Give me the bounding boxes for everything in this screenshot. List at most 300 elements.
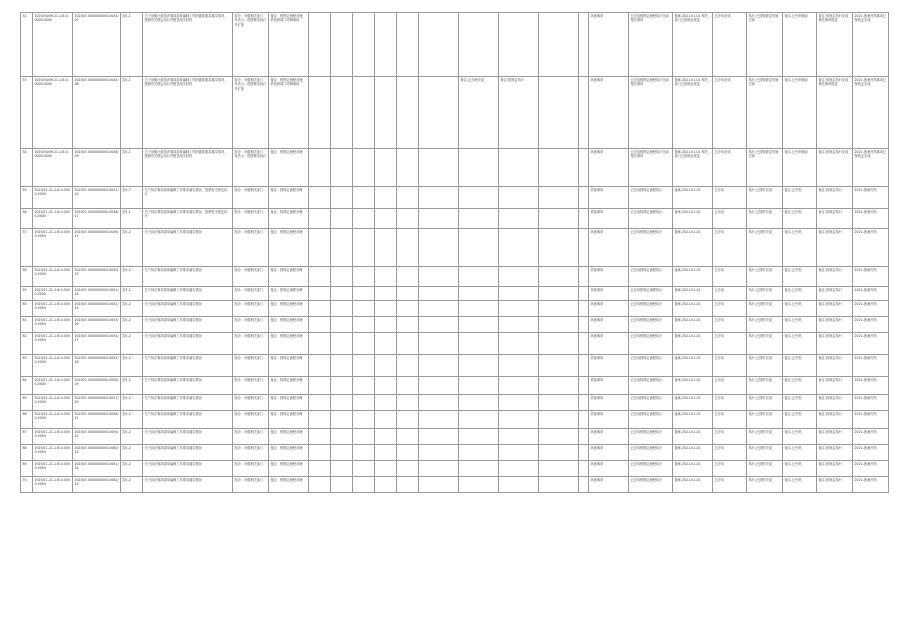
table-cell-no: 62 <box>21 333 33 355</box>
table-cell-r7: 备注-按规定执行 <box>817 333 853 355</box>
table-cell-dept: 经1.2 <box>121 395 143 411</box>
table-cell-e5 <box>579 411 589 429</box>
table-cell-r7: 备注-按规定执行完成相关事项报送 <box>817 13 853 77</box>
table-cell-r3: 备案-2021-01-01 <box>673 395 713 411</box>
table-cell-m1 <box>309 149 331 187</box>
table-cell-r4: 已办结 <box>713 317 747 333</box>
table-cell-m3 <box>353 355 375 377</box>
table-cell-c7: 备注：按规定流程办理 <box>269 149 309 187</box>
table-cell-c7: 备注：按规定流程办理 <box>269 229 309 267</box>
table-cell-e5 <box>579 377 589 395</box>
table-cell-r7: 备注-按规定执行 <box>817 355 853 377</box>
table-cell-e1 <box>375 411 397 429</box>
table-cell-no: 57 <box>21 229 33 267</box>
table-cell-c6: 经办：市级相关部门 <box>233 429 269 445</box>
table-cell-m5 <box>499 445 539 461</box>
table-cell-code: 202007-0000000000-0050/13 <box>73 267 121 287</box>
table-cell-m5 <box>499 355 539 377</box>
table-cell-e1 <box>375 317 397 333</box>
table-cell-e1 <box>375 229 397 267</box>
table-cell-r8: 2021-备案归档 <box>853 187 889 209</box>
table-cell-no: 65 <box>21 395 33 411</box>
table-cell-r2: 已办结按规定流程执行完成相关事项 <box>629 77 673 149</box>
table-cell-m1 <box>309 355 331 377</box>
table-cell-code: 202007-0000000000-0054/17 <box>73 333 121 355</box>
table-cell-desc: 关于执法事项清单编制工作要求落实情况 <box>143 377 233 395</box>
table-cell-desc: 关于省级行政执法事项清单编制工作的通知要求落实情况，按照有关规定执行并报送相关材料 <box>143 77 233 149</box>
table-cell-r7: 备注-按规定执行 <box>817 187 853 209</box>
table-cell-e3 <box>419 461 459 477</box>
table-cell-e3 <box>419 355 459 377</box>
table-cell-e5 <box>579 13 589 77</box>
table-cell-id: 2020/11-21-1-6-0-0000-0000 <box>33 461 73 477</box>
table-cell-c6: 经办：市级相关部门 <box>233 229 269 267</box>
table-cell-m2 <box>331 301 353 317</box>
table-row <box>21 317 889 333</box>
table-cell-m4 <box>459 287 499 301</box>
table-cell-r8: 2021-备案归档事项已按规定完成 <box>853 77 889 149</box>
table-cell-e2 <box>397 477 419 493</box>
table-cell-r1: 其他事项 <box>589 149 629 187</box>
table-cell-e1 <box>375 477 397 493</box>
table-cell-r2: 已办结按规定流程执行 <box>629 301 673 317</box>
table-cell-desc: 关于执法事项清单编制工作要求落实情况 <box>143 395 233 411</box>
table-cell-m4 <box>459 13 499 77</box>
table-cell-e4 <box>539 395 579 411</box>
table-cell-no: 52 <box>21 13 33 77</box>
table-cell-c6: 经办：市级相关部门 <box>233 355 269 377</box>
table-cell-e3 <box>419 187 459 209</box>
table-cell-r6: 备注-已归档 <box>783 287 817 301</box>
table-cell-id: 2020/11-21-1-6-0-0000-0000 <box>33 209 73 229</box>
table-cell-e1 <box>375 355 397 377</box>
table-cell-r7: 备注-按规定执行 <box>817 317 853 333</box>
table-cell-r3: 备案-2021-01-01 <box>673 477 713 493</box>
table-cell-code: 202007-0000000000-0047/10 <box>73 187 121 209</box>
table-cell-desc: 关于省级行政执法事项清单编制工作的通知要求落实情况，按照有关规定执行并报送相关材料 <box>143 149 233 187</box>
table-cell-e2 <box>397 301 419 317</box>
table-cell-desc: 关于执法事项清单编制工作要求落实情况 <box>143 411 233 429</box>
table-cell-r1: 其他事项 <box>589 187 629 209</box>
table-cell-no: 54 <box>21 149 33 187</box>
table-cell-c6: 经办：市级相关部门 <box>233 187 269 209</box>
table-cell-e4 <box>539 377 579 395</box>
table-cell-e4 <box>539 445 579 461</box>
table-cell-r4: 已办结 <box>713 229 747 267</box>
table-cell-code: 202007-0000000000-0062/25 <box>73 477 121 493</box>
table-cell-m1 <box>309 461 331 477</box>
table-cell-r3: 备案-2021-01-01 <box>673 187 713 209</box>
table-cell-r1: 其他事项 <box>589 377 629 395</box>
table-cell-e2 <box>397 395 419 411</box>
table-cell-c7: 备注：按规定流程办理 <box>269 429 309 445</box>
table-cell-m3 <box>353 267 375 287</box>
table-cell-desc: 关于执法事项清单编制工作要求落实情况 <box>143 287 233 301</box>
table-cell-m5 <box>499 333 539 355</box>
table-cell-m4 <box>459 477 499 493</box>
table-cell-r1: 其他事项 <box>589 13 629 77</box>
table-cell-dept: 经1.2 <box>121 477 143 493</box>
table-cell-r7: 备注-按规定执行 <box>817 411 853 429</box>
table-cell-r5: 执行-已按时完成 <box>747 187 783 209</box>
table-cell-dept: 经1.1 <box>121 77 143 149</box>
table-cell-id: 2020/11-21-1-6-0-0000-0000 <box>33 333 73 355</box>
data-table <box>20 12 889 493</box>
table-cell-code: 202007-0000000000-0058/21 <box>73 411 121 429</box>
table-cell-e2 <box>397 77 419 149</box>
table-cell-m2 <box>331 429 353 445</box>
table-cell-r5: 执行-已按时完成 <box>747 301 783 317</box>
table-cell-e4 <box>539 411 579 429</box>
table-cell-no: 58 <box>21 267 33 287</box>
table-cell-code: 202007-0000000000-0048/11 <box>73 209 121 229</box>
table-cell-r4: 已办结 <box>713 209 747 229</box>
table-cell-r3: 备案-2021-01-01 <box>673 317 713 333</box>
table-cell-r4: 已办结 <box>713 187 747 209</box>
table-cell-c6: 经办：市级相关部门 <box>233 317 269 333</box>
table-cell-no: 64 <box>21 377 33 395</box>
table-cell-e3 <box>419 267 459 287</box>
table-cell-e3 <box>419 77 459 149</box>
table-cell-m1 <box>309 187 331 209</box>
table-cell-r8: 2021-备案归档 <box>853 355 889 377</box>
table-cell-r1: 其他事项 <box>589 395 629 411</box>
table-cell-r1: 其他事项 <box>589 229 629 267</box>
table-cell-r3: 备案-2021-01-01 <box>673 267 713 287</box>
table-cell-r4: 已办结 <box>713 477 747 493</box>
table-cell-m1 <box>309 317 331 333</box>
table-cell-c6: 经办：市级相关部门 负责人：按照要求执行并汇报 <box>233 13 269 77</box>
table-cell-c6: 经办：市级相关部门 <box>233 477 269 493</box>
table-cell-r8: 2021-备案归档 <box>853 317 889 333</box>
table-cell-m1 <box>309 287 331 301</box>
table-cell-m4 <box>459 301 499 317</box>
table-cell-m5 <box>499 187 539 209</box>
table-cell-r2: 已办结按规定流程执行 <box>629 355 673 377</box>
table-cell-r2: 已办结按规定流程执行 <box>629 317 673 333</box>
table-cell-r6: 备注-已归档保存 <box>783 13 817 77</box>
table-cell-r2: 已办结按规定流程执行 <box>629 461 673 477</box>
table-cell-dept: 经1.2 <box>121 267 143 287</box>
table-cell-r4: 已办结 <box>713 287 747 301</box>
table-cell-r2: 已办结按规定流程执行 <box>629 395 673 411</box>
table-cell-m2 <box>331 461 353 477</box>
table-cell-e2 <box>397 461 419 477</box>
table-cell-code: 202007-0000000000-0049/12 <box>73 229 121 267</box>
table-body <box>21 13 889 493</box>
table-cell-dept: 经1.2 <box>121 445 143 461</box>
table-cell-r2: 已办结按规定流程执行 <box>629 287 673 301</box>
table-cell-m1 <box>309 395 331 411</box>
table-cell-r1: 其他事项 <box>589 461 629 477</box>
table-cell-r5: 执行-已按照规定时间完成 <box>747 77 783 149</box>
table-cell-code: 202007-0000000000-0061/24 <box>73 461 121 477</box>
table-cell-id: 2020/04/09-21-1-6-0-0000-0000 <box>33 13 73 77</box>
table-cell-e4 <box>539 301 579 317</box>
table-cell-desc: 关于执法事项清单编制工作要求落实情况 <box>143 267 233 287</box>
table-cell-c7: 备注：按规定流程办理 <box>269 377 309 395</box>
table-cell-m5 <box>499 461 539 477</box>
table-cell-no: 66 <box>21 411 33 429</box>
table-cell-e5 <box>579 477 589 493</box>
table-cell-e5 <box>579 287 589 301</box>
table-cell-r6: 备注-已归档 <box>783 395 817 411</box>
table-cell-dept: 经1.1 <box>121 209 143 229</box>
table-cell-e2 <box>397 267 419 287</box>
table-cell-m2 <box>331 355 353 377</box>
table-cell-dept: 经1.1 <box>121 13 143 77</box>
table-cell-r6: 备注-已归档 <box>783 445 817 461</box>
table-cell-m4 <box>459 429 499 445</box>
table-cell-r5: 执行-已按时完成 <box>747 209 783 229</box>
table-cell-id: 2020/11-21-1-6-0-0000-0000 <box>33 445 73 461</box>
table-cell-m3 <box>353 429 375 445</box>
table-cell-m5 <box>499 209 539 229</box>
table-cell-m2 <box>331 187 353 209</box>
table-cell-desc: 关于执法事项清单编制工作要求落实情况 <box>143 317 233 333</box>
table-cell-r7: 备注-按规定执行 <box>817 429 853 445</box>
table-cell-r3: 备案-2021-01-01 <box>673 229 713 267</box>
table-cell-code: 202007-0000000000-0045/08 <box>73 77 121 149</box>
table-cell-e4 <box>539 355 579 377</box>
table-cell-e4 <box>539 287 579 301</box>
table-cell-e5 <box>579 395 589 411</box>
table-row <box>21 395 889 411</box>
table-cell-no: 61 <box>21 317 33 333</box>
table-cell-r2: 已办结按规定流程执行完成相关事项 <box>629 149 673 187</box>
table-cell-e2 <box>397 355 419 377</box>
table-cell-r6: 备注-已归档 <box>783 477 817 493</box>
table-cell-r6: 备注-已归档 <box>783 355 817 377</box>
table-cell-r1: 其他事项 <box>589 317 629 333</box>
table-cell-m4 <box>459 333 499 355</box>
table-cell-m5 <box>499 317 539 333</box>
table-cell-c7: 备注：按规定流程办理 <box>269 209 309 229</box>
table-cell-e5 <box>579 209 589 229</box>
table-cell-m1 <box>309 13 331 77</box>
table-cell-dept: 经1.2 <box>121 287 143 301</box>
table-cell-r2: 已办结按规定流程执行 <box>629 477 673 493</box>
table-cell-desc: 关于执法事项清单编制工作要求落实情况 <box>143 229 233 267</box>
table-cell-m2 <box>331 411 353 429</box>
table-cell-c7: 备注：按规定流程办理 <box>269 317 309 333</box>
table-cell-m3 <box>353 77 375 149</box>
table-cell-code: 202007-0000000000-0056/19 <box>73 377 121 395</box>
table-cell-r7: 备注-按规定执行 <box>817 395 853 411</box>
table-cell-e3 <box>419 229 459 267</box>
table-cell-r8: 2021-备案归档 <box>853 287 889 301</box>
table-cell-r5: 执行-已按时完成 <box>747 333 783 355</box>
table-cell-e5 <box>579 149 589 187</box>
table-cell-r4: 已办结 <box>713 461 747 477</box>
table-cell-c7: 备注：按规定流程办理 <box>269 445 309 461</box>
table-cell-id: 2020/11-21-1-6-0-0000-0000 <box>33 187 73 209</box>
table-cell-m1 <box>309 411 331 429</box>
table-cell-r4: 已办结 <box>713 301 747 317</box>
table-cell-code: 202007-0000000000-0051/14 <box>73 287 121 301</box>
table-cell-r6: 备注-已归档保存 <box>783 149 817 187</box>
table-cell-r4: 已办结 <box>713 411 747 429</box>
table-cell-e5 <box>579 461 589 477</box>
table-cell-e2 <box>397 411 419 429</box>
table-cell-m2 <box>331 229 353 267</box>
table-row <box>21 187 889 209</box>
table-cell-id: 2020/11-21-1-6-0-0000-0000 <box>33 477 73 493</box>
table-cell-r2: 已办结按规定流程执行 <box>629 333 673 355</box>
table-cell-r5: 执行-已按时完成 <box>747 445 783 461</box>
table-cell-m4 <box>459 377 499 395</box>
table-cell-m3 <box>353 317 375 333</box>
table-cell-m4 <box>459 355 499 377</box>
table-cell-r7: 备注-按规定执行完成 <box>817 149 853 187</box>
table-cell-c6: 经办：市级相关部门 <box>233 377 269 395</box>
table-cell-code: 202007-0000000000-0053/16 <box>73 317 121 333</box>
table-cell-m4 <box>459 395 499 411</box>
table-cell-r5: 执行-已按时完成 <box>747 355 783 377</box>
table-cell-r3: 备案-2021-01-01 相关部门已按规定报送 <box>673 77 713 149</box>
table-cell-e5 <box>579 429 589 445</box>
table-cell-r4: 已办结 <box>713 429 747 445</box>
table-cell-r1: 其他事项 <box>589 477 629 493</box>
table-cell-c7: 备注：按规定流程办理，涉及跨部门协调事项 <box>269 13 309 77</box>
table-cell-r4: 已办结完成 <box>713 13 747 77</box>
table-cell-id: 2020/04/09-21-1-6-0-0000-0000 <box>33 77 73 149</box>
table-cell-e1 <box>375 301 397 317</box>
table-cell-e3 <box>419 149 459 187</box>
table-cell-r6: 备注-已归档 <box>783 301 817 317</box>
table-cell-m3 <box>353 287 375 301</box>
table-cell-r3: 备案-2021-01-01 <box>673 333 713 355</box>
table-cell-desc: 关于执法事项清单编制工作要求落实情况 <box>143 461 233 477</box>
table-cell-r5: 执行-已按时完成 <box>747 377 783 395</box>
table-cell-r3: 备案-2021-01-01 <box>673 355 713 377</box>
table-cell-m3 <box>353 301 375 317</box>
table-cell-r2: 已办结按规定流程执行 <box>629 445 673 461</box>
table-cell-dept: 经1.2 <box>121 461 143 477</box>
table-cell-e2 <box>397 377 419 395</box>
table-cell-e4 <box>539 429 579 445</box>
table-cell-r4: 已办结 <box>713 395 747 411</box>
table-cell-no: 55 <box>21 187 33 209</box>
table-cell-id: 2020/04/09-21-1-6-0-0000-0000 <box>33 149 73 187</box>
table-cell-r1: 其他事项 <box>589 333 629 355</box>
table-cell-id: 2020/11-21-1-6-0-0000-0000 <box>33 287 73 301</box>
table-cell-m2 <box>331 149 353 187</box>
table-cell-code: 202007-0000000000-0059/22 <box>73 429 121 445</box>
table-row <box>21 411 889 429</box>
table-cell-e3 <box>419 411 459 429</box>
table-cell-e4 <box>539 149 579 187</box>
table-cell-dept: 经1.2 <box>121 333 143 355</box>
table-cell-id: 2020/11-21-1-6-0-0000-0000 <box>33 229 73 267</box>
table-cell-e3 <box>419 287 459 301</box>
table-cell-m3 <box>353 445 375 461</box>
table-cell-r1: 其他事项 <box>589 411 629 429</box>
table-cell-c7: 备注：按规定流程办理 <box>269 333 309 355</box>
table-cell-e2 <box>397 333 419 355</box>
table-cell-r7: 备注-按规定执行 <box>817 229 853 267</box>
table-cell-r8: 2021-备案归档 <box>853 333 889 355</box>
table-cell-c7: 备注：按规定流程办理 <box>269 301 309 317</box>
table-cell-r5: 执行-已按时完成 <box>747 287 783 301</box>
table-cell-m1 <box>309 77 331 149</box>
table-cell-m4 <box>459 445 499 461</box>
table-cell-m3 <box>353 187 375 209</box>
table-cell-e5 <box>579 267 589 287</box>
table-cell-e1 <box>375 287 397 301</box>
table-cell-r4: 已办结 <box>713 445 747 461</box>
table-cell-r6: 备注-已归档 <box>783 209 817 229</box>
table-cell-dept: 经1.2 <box>121 411 143 429</box>
table-cell-dept: 经1.1 <box>121 149 143 187</box>
table-row <box>21 267 889 287</box>
table-cell-e2 <box>397 149 419 187</box>
table-cell-r2: 已办结按规定流程执行 <box>629 411 673 429</box>
table-cell-m3 <box>353 13 375 77</box>
table-cell-desc: 关于执法事项清单编制工作要求落实情况 <box>143 477 233 493</box>
table-cell-desc: 关于执法事项清单编制工作要求落实情况 <box>143 301 233 317</box>
table-cell-m5 <box>499 301 539 317</box>
table-cell-r2: 已办结按规定流程执行 <box>629 209 673 229</box>
table-cell-c6: 经办：市级相关部门 <box>233 209 269 229</box>
table-cell-code: 202007-0000000000-0060/23 <box>73 445 121 461</box>
table-cell-id: 2020/11-21-1-6-0-0000-0000 <box>33 429 73 445</box>
table-cell-r5: 执行-已按时完成 <box>747 395 783 411</box>
table-cell-id: 2020/11-21-1-6-0-0000-0000 <box>33 411 73 429</box>
table-cell-r8: 2021-备案归档事项已按规定完成 <box>853 13 889 77</box>
table-cell-m5 <box>499 429 539 445</box>
table-cell-m1 <box>309 477 331 493</box>
table-row <box>21 77 889 149</box>
table-cell-m5 <box>499 149 539 187</box>
table-cell-m5 <box>499 287 539 301</box>
table-cell-m5: 备注-按规定执行 <box>499 77 539 149</box>
table-cell-e1 <box>375 395 397 411</box>
table-cell-e2 <box>397 317 419 333</box>
table-cell-r7: 备注-按规定执行 <box>817 377 853 395</box>
table-cell-c6: 经办：市级相关部门 <box>233 461 269 477</box>
table-cell-id: 2020/11-21-1-6-0-0000-0000 <box>33 395 73 411</box>
table-cell-m1 <box>309 445 331 461</box>
table-cell-r4: 已办结 <box>713 355 747 377</box>
table-cell-code: 202007-0000000000-0055/18 <box>73 355 121 377</box>
table-cell-m5 <box>499 229 539 267</box>
table-cell-desc: 关于执法事项清单编制工作要求落实情况，按照有关规定执行 <box>143 209 233 229</box>
table-cell-e4 <box>539 461 579 477</box>
table-cell-r4: 已办结 <box>713 267 747 287</box>
table-row <box>21 333 889 355</box>
table-cell-c7: 备注：按规定流程办理 <box>269 477 309 493</box>
table-cell-no: 67 <box>21 429 33 445</box>
table-cell-desc: 关于执法事项清单编制工作要求落实情况，按照有关规定执行 <box>143 187 233 209</box>
table-cell-r5: 执行-已按时完成 <box>747 317 783 333</box>
table-cell-r2: 已办结按规定流程执行 <box>629 267 673 287</box>
table-cell-m2 <box>331 209 353 229</box>
table-cell-c7: 备注：按规定流程办理 <box>269 461 309 477</box>
table-cell-r8: 2021-备案归档 <box>853 461 889 477</box>
table-cell-r8: 2021-备案归档事项已按规定完成 <box>853 149 889 187</box>
table-cell-r3: 备案-2021-01-01 <box>673 411 713 429</box>
table-row <box>21 287 889 301</box>
table-cell-m2 <box>331 267 353 287</box>
table-cell-r7: 备注-按规定执行 <box>817 267 853 287</box>
table-cell-e1 <box>375 187 397 209</box>
table-cell-c6: 经办：市级相关部门 <box>233 267 269 287</box>
table-cell-id: 2020/11-21-1-6-0-0000-0000 <box>33 377 73 395</box>
table-cell-e5 <box>579 301 589 317</box>
table-cell-r2: 已办结按规定流程执行 <box>629 229 673 267</box>
table-cell-r3: 备案-2021-01-01 <box>673 429 713 445</box>
